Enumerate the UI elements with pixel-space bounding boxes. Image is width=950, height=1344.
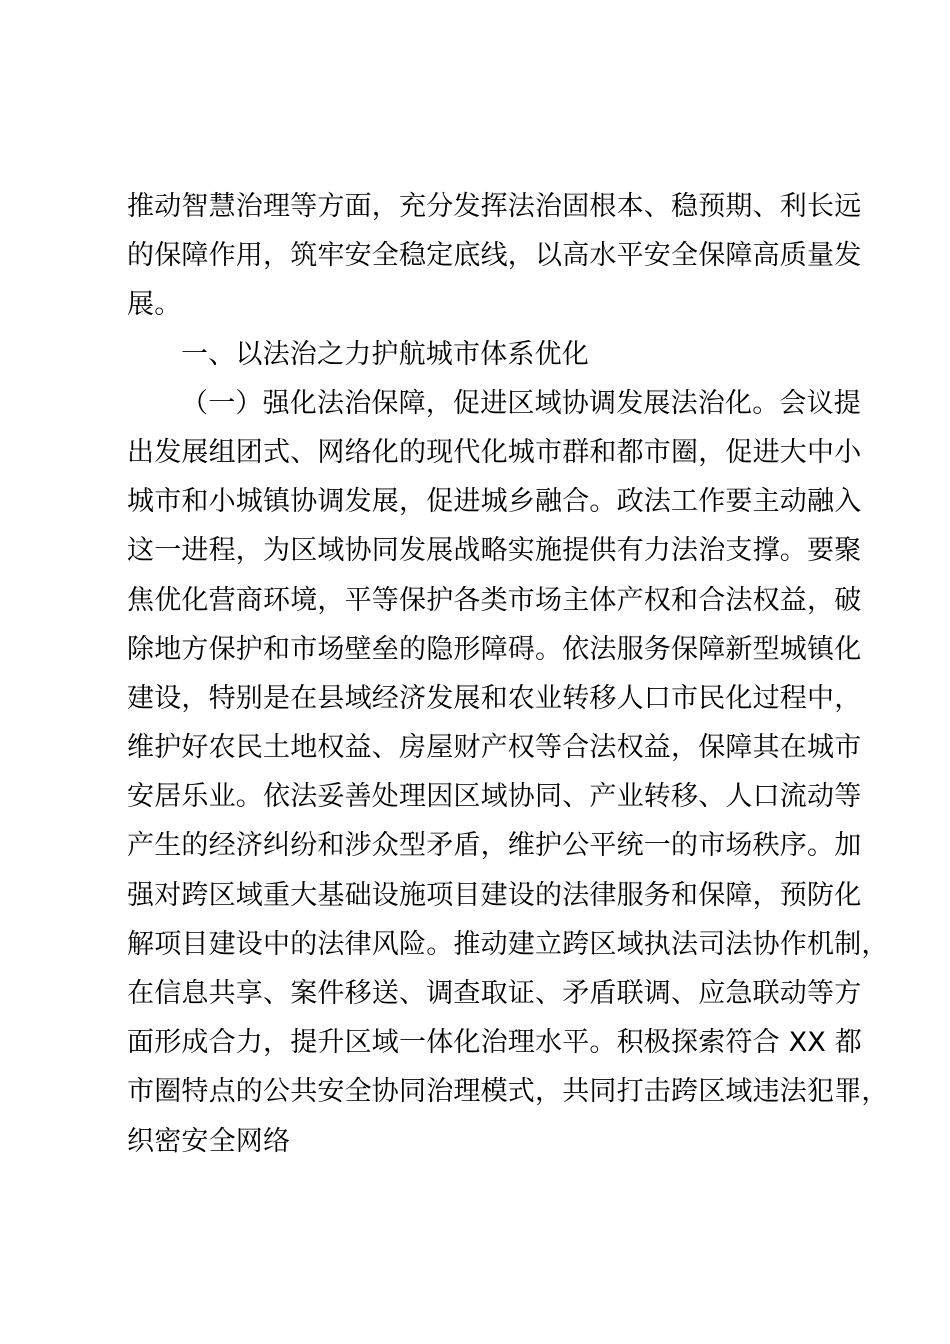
text-line: 织密安全网络 [127,1125,291,1157]
text-line: 解项目建设中的法律风险。推动建立跨区域执法司法协作机制， [127,928,889,960]
text-line: 焦优化营商环境，平等保护各类市场主体产权和合法权益，破 [127,584,862,616]
text-line: 的保障作用，筑牢安全稳定底线，以高水平安全保障高质量发 [127,240,862,272]
text-line: 面形成合力，提升区域一体化治理水平。积极探索符合 XX 都 [127,1027,862,1059]
section-heading: 一、以法治之力护航城市体系优化 [181,338,589,370]
text-line: 安居乐业。依法妥善处理因区域协同、产业转移、人口流动等 [127,781,862,813]
text-line: 展。 [127,289,182,321]
text-line: 强对跨区域重大基础设施项目建设的法律服务和保障，预防化 [127,879,862,911]
text-line: 出发展组团式、网络化的现代化城市群和都市圈，促进大中小 [127,436,862,468]
body-text [127,182,889,1166]
text-line: 推动智慧治理等方面，充分发挥法治固根本、稳预期、利长远 [127,191,862,222]
subsection-heading-line: （一）强化法治保障，促进区域协调发展法治化。会议提 [181,387,861,419]
text-line: 这一进程，为区域协同发展战略实施提供有力法治支撑。要聚 [127,535,862,567]
text-line: 产生的经济纠纷和涉众型矛盾，维护公平统一的市场秩序。加 [127,830,862,862]
text-line: 建设，特别是在县域经济发展和农业转移人口市民化过程中， [127,682,862,714]
text-line: 市圈特点的公共安全协同治理模式，共同打击跨区域违法犯罪， [127,1076,889,1108]
text-line: 城市和小城镇协调发展，促进城乡融合。政法工作要主动融入 [127,486,862,518]
text-line: 维护好农民土地权益、房屋财产权等合法权益，保障其在城市 [127,732,862,764]
text-line: 除地方保护和市场壁垒的隐形障碍。依法服务保障新型城镇化 [127,633,862,665]
text-line: 在信息共享、案件移送、调查取证、矛盾联调、应急联动等方 [127,978,862,1009]
